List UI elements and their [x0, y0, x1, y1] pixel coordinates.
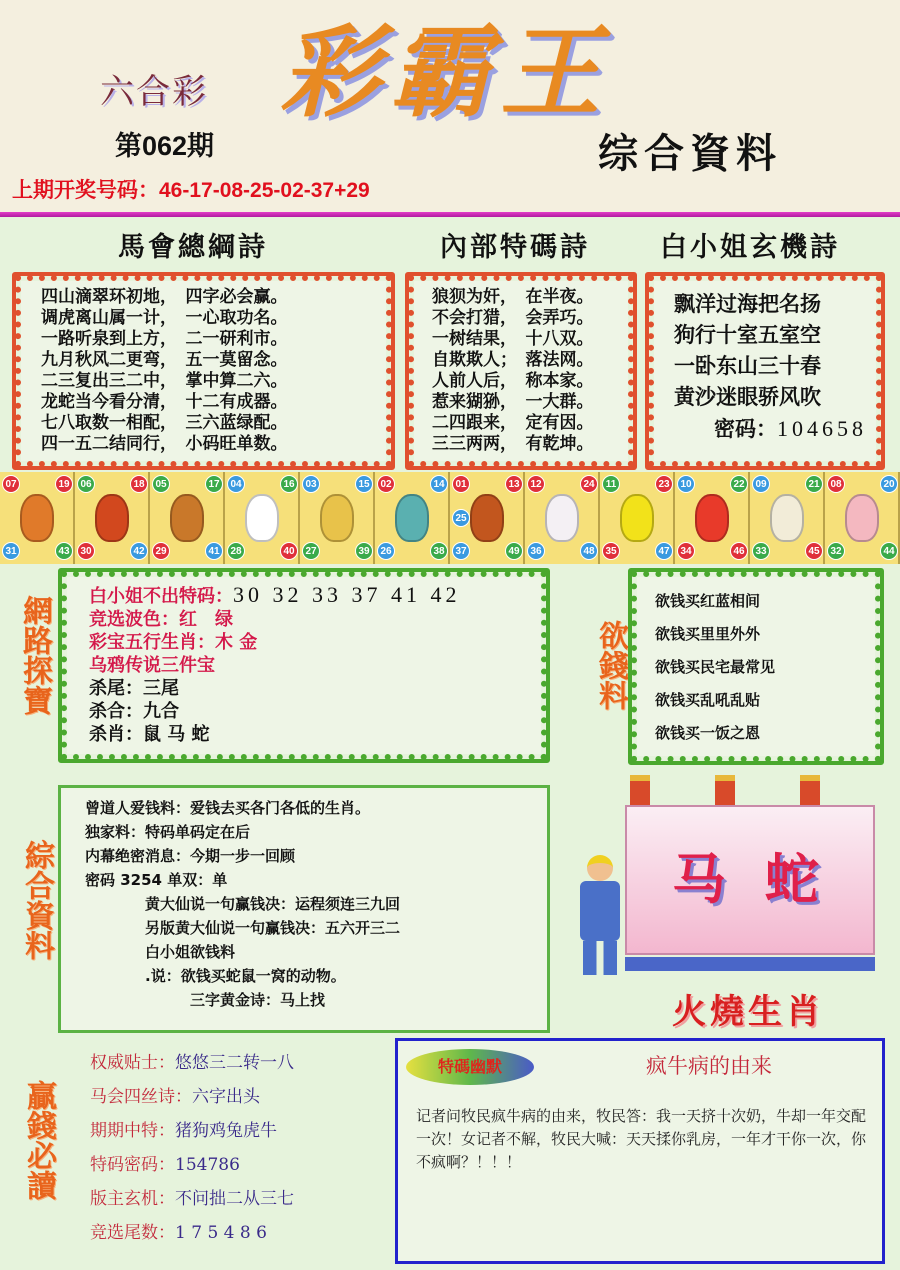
item-label: 特码密码：	[90, 1155, 175, 1175]
five-line	[89, 631, 541, 654]
item-label: 马会四丝诗：	[90, 1087, 192, 1107]
net-treasure-content	[67, 577, 541, 754]
number-ball: 32	[827, 542, 845, 560]
general-line: 密码 3254 单双：单	[85, 871, 228, 889]
general-list	[61, 788, 547, 1012]
pig-icon	[845, 494, 879, 542]
poem-box-2	[405, 272, 637, 470]
zodiac-card	[450, 472, 525, 564]
kill-sum-line	[89, 700, 541, 723]
general-line: 黄大仙说一句赢钱决：运程须连三九回	[145, 895, 401, 913]
general-line: .说：欲钱买蛇鼠一窝的动物。	[145, 967, 346, 985]
page-title: 彩霸王	[280, 13, 610, 131]
item-value: 154786	[175, 1155, 240, 1175]
ox-icon	[95, 494, 129, 542]
poem-line: 一卧东山三十春	[674, 354, 821, 378]
item-label: 权威贴士：	[90, 1053, 175, 1073]
number-ball: 09	[752, 475, 770, 493]
must-read-list	[90, 1046, 390, 1250]
number-ball: 18	[130, 475, 148, 493]
value: 30 32 33 37 41 42	[233, 582, 461, 607]
zodiac-card	[75, 472, 150, 564]
poem-line: 二三复出三二中， 掌中算二六。	[41, 371, 288, 391]
money-tip-item: 欲钱买一饭之恩	[655, 724, 761, 742]
item-value: 不问拙二从三七	[175, 1189, 294, 1209]
poem-line: 不会打猎， 会弄巧。	[432, 308, 594, 328]
dog-icon	[770, 494, 804, 542]
rabbit-icon	[245, 494, 279, 542]
must-read-item	[90, 1216, 390, 1250]
number-ball: 40	[280, 542, 298, 560]
number-ball: 12	[527, 475, 545, 493]
money-tips-list	[637, 577, 875, 756]
number-ball: 16	[280, 475, 298, 493]
poem-box-3	[645, 272, 885, 470]
label: 杀合：	[89, 701, 143, 722]
number-ball: 23	[655, 475, 673, 493]
number-ball: 37	[452, 542, 470, 560]
number-ball: 13	[505, 475, 523, 493]
number-ball: 01	[452, 475, 470, 493]
zodiac-card	[750, 472, 825, 564]
kill-tail-line	[89, 677, 541, 700]
number-ball: 43	[55, 542, 73, 560]
joke-title: 疯牛病的由来	[646, 1054, 772, 1078]
poem-line: 狗行十室五室空	[674, 323, 821, 347]
number-ball: 34	[677, 542, 695, 560]
poem-line: 四一五二结同行， 小码旺单数。	[41, 434, 288, 454]
value: 木 金	[215, 632, 258, 653]
label: 白小姐不出特码：	[89, 586, 233, 607]
number-ball: 19	[55, 475, 73, 493]
password-label: 密码：	[714, 417, 777, 441]
number-ball: 45	[805, 542, 823, 560]
painter-illustration	[570, 775, 880, 995]
dragon-icon	[320, 494, 354, 542]
poem-line: 一树结果， 十八双。	[432, 329, 594, 349]
value: 三尾	[143, 678, 179, 699]
item-value: 1 7 5 4 8 6	[175, 1223, 267, 1243]
number-ball: 29	[152, 542, 170, 560]
zodiac-strip	[0, 472, 900, 564]
number-ball: 03	[302, 475, 320, 493]
number-ball: 31	[2, 542, 20, 560]
number-ball: 25	[452, 509, 470, 527]
must-read-item	[90, 1182, 390, 1216]
joke-badge: 特碼幽默	[406, 1049, 534, 1085]
number-ball: 07	[2, 475, 20, 493]
must-read-label: 贏錢必讀	[21, 1080, 56, 1200]
money-tips-box	[628, 568, 884, 765]
poem-line: 三三两两， 有乾坤。	[432, 434, 594, 454]
kill-zodiac-line	[89, 723, 541, 746]
poem-line: 一路听泉到上方， 二一研利市。	[41, 329, 288, 349]
must-read-item	[90, 1080, 390, 1114]
zodiac-card	[825, 472, 900, 564]
money-tip-item: 欲钱买乱吼乱贴	[655, 691, 761, 709]
item-value: 六字出头	[192, 1087, 260, 1107]
value: 鼠 马 蛇	[143, 724, 210, 745]
item-label: 版主玄机：	[90, 1189, 175, 1209]
poem-line: 七八取数一相配， 三六蓝绿配。	[41, 413, 288, 433]
must-read-item	[90, 1114, 390, 1148]
item-value: 悠悠三二转一八	[175, 1053, 294, 1073]
money-tip-item: 欲钱买里里外外	[655, 625, 761, 643]
monkey-icon	[620, 494, 654, 542]
last-draw-label: 上期开奖号码：	[12, 179, 159, 202]
joke-box	[395, 1038, 885, 1264]
general-label: 綜合資料	[19, 840, 54, 960]
poem-line: 四山滴翠环初地， 四字必会赢。	[41, 287, 288, 307]
money-tip-item: 欲钱买民宅最常见	[655, 658, 776, 676]
password-line	[674, 413, 876, 445]
poem-title-2: 內部特碼詩	[440, 232, 590, 263]
sign-board	[625, 805, 875, 955]
item-value: 猪狗鸡兔虎牛	[175, 1121, 277, 1141]
poem-title-1: 馬會總綱詩	[118, 232, 268, 263]
label: 竞选波色：	[89, 609, 179, 630]
zodiac-card	[675, 472, 750, 564]
poem-box-1	[12, 272, 395, 470]
poem-line: 黄沙迷眼骄风吹	[674, 385, 821, 409]
number-ball: 35	[602, 542, 620, 560]
poem-line: 惹来猢狲， 一大群。	[432, 392, 594, 412]
zodiac-card	[300, 472, 375, 564]
sign-text: 马 蛇	[672, 847, 829, 911]
money-tip-item: 欲钱买红蓝相间	[655, 592, 761, 610]
value: 九合	[143, 701, 179, 722]
tiger-icon	[170, 494, 204, 542]
number-ball: 36	[527, 542, 545, 560]
number-ball: 10	[677, 475, 695, 493]
last-draw-numbers: 46-17-08-25-02-37+29	[159, 179, 370, 202]
number-ball: 20	[880, 475, 898, 493]
snake-icon	[395, 494, 429, 542]
net-treasure-box	[58, 568, 550, 763]
must-read-item	[90, 1148, 390, 1182]
number-ball: 14	[430, 475, 448, 493]
number-ball: 27	[302, 542, 320, 560]
number-ball: 02	[377, 475, 395, 493]
number-ball: 24	[580, 475, 598, 493]
number-ball: 26	[377, 542, 395, 560]
number-ball: 08	[827, 475, 845, 493]
zodiac-card	[225, 472, 300, 564]
poem-line: 狼狈为奸， 在半夜。	[432, 287, 594, 307]
must-read-item	[90, 1046, 390, 1080]
number-ball: 30	[77, 542, 95, 560]
general-box	[58, 785, 550, 1033]
number-ball: 48	[580, 542, 598, 560]
number-ball: 33	[752, 542, 770, 560]
password-value: 104658	[777, 416, 867, 441]
number-ball: 46	[730, 542, 748, 560]
divider	[0, 212, 900, 217]
number-ball: 38	[430, 542, 448, 560]
zodiac-card	[525, 472, 600, 564]
number-ball: 47	[655, 542, 673, 560]
crow-line: 乌鸦传说三件宝	[89, 655, 215, 676]
number-ball: 04	[227, 475, 245, 493]
poem-line: 人前人后， 称本家。	[432, 371, 594, 391]
label: 彩宝五行生肖：	[89, 632, 215, 653]
wave-line	[89, 608, 541, 631]
poem-line: 飘洋过海把名扬	[674, 292, 821, 316]
last-draw	[12, 178, 370, 204]
zodiac-card	[375, 472, 450, 564]
value: 红 绿	[179, 609, 233, 630]
item-label: 期期中特：	[90, 1121, 175, 1141]
poem-line: 九月秋风二更弯， 五一莫留念。	[41, 350, 288, 370]
number-ball: 17	[205, 475, 223, 493]
general-line: 内幕绝密消息：今期一步一回顾	[85, 847, 296, 865]
number-ball: 39	[355, 542, 373, 560]
number-ball: 22	[730, 475, 748, 493]
fire-zodiac-caption: 火燒生肖	[672, 992, 824, 1032]
zodiac-card	[600, 472, 675, 564]
number-ball: 49	[505, 542, 523, 560]
poem-line: 二四跟来， 定有因。	[432, 413, 594, 433]
number-ball: 41	[205, 542, 223, 560]
label: 杀肖：	[89, 724, 143, 745]
poem-line: 自欺欺人； 落法网。	[432, 350, 594, 370]
label: 杀尾：	[89, 678, 143, 699]
general-line: 独家料：特码单码定在后	[85, 823, 251, 841]
rooster-icon	[695, 494, 729, 542]
general-line: 白小姐欲钱料	[145, 943, 236, 961]
issue-number: 第062期	[115, 131, 215, 161]
poem-title-3: 白小姐玄機詩	[660, 232, 840, 263]
general-line: 另版黄大仙说一句赢钱决：五六开三二	[145, 919, 401, 937]
poem-line: 调虎离山属一计， 一心取功名。	[41, 308, 288, 328]
zodiac-card	[150, 472, 225, 564]
rat-icon	[20, 494, 54, 542]
zodiac-card	[0, 472, 75, 564]
goat-icon	[545, 494, 579, 542]
general-line: 曾道人爱钱料：爱钱去买各门各低的生肖。	[85, 799, 371, 817]
poem-text	[414, 281, 628, 461]
number-ball: 11	[602, 475, 620, 493]
no-special-line	[89, 583, 541, 608]
brand-label: 六合彩	[100, 72, 208, 112]
poem-text	[654, 281, 876, 461]
horse-icon	[470, 494, 504, 542]
poem-text	[21, 281, 386, 461]
number-ball: 15	[355, 475, 373, 493]
net-treasure-label: 網路探寶	[17, 595, 52, 715]
general-line: 三字黄金诗：马上找	[190, 991, 326, 1009]
painter-icon	[575, 855, 621, 985]
number-ball: 44	[880, 542, 898, 560]
subtitle: 综合資料	[598, 130, 782, 177]
number-ball: 21	[805, 475, 823, 493]
joke-text: 记者问牧民疯牛病的由来，牧民答：我一天挤十次奶，牛却一年交配一次！女记者不解，牧民大喊：天天揉你乳房，一年才干你一次，你不疯啊？！！！	[416, 1107, 867, 1171]
money-tips-label: 欲錢料	[593, 620, 628, 710]
number-ball: 05	[152, 475, 170, 493]
number-ball: 06	[77, 475, 95, 493]
poem-line: 龙蛇当今看分清， 十二有成器。	[41, 392, 288, 412]
item-label: 竞选尾数：	[90, 1223, 175, 1243]
number-ball: 28	[227, 542, 245, 560]
number-ball: 42	[130, 542, 148, 560]
